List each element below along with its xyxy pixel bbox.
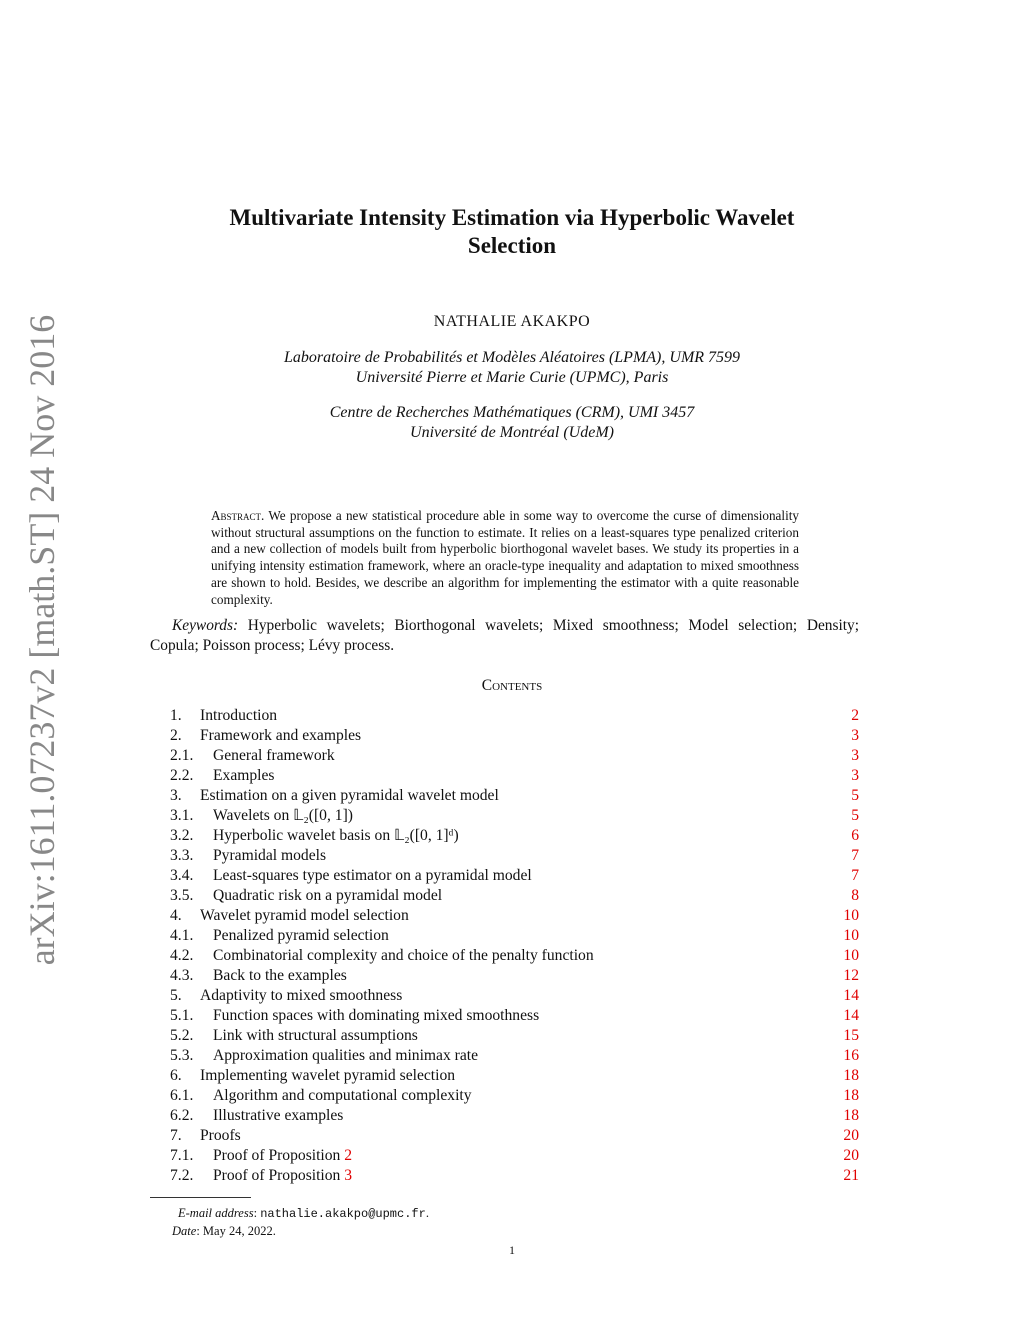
toc-entry[interactable]	[170, 1066, 859, 1086]
toc-title[interactable]	[213, 746, 335, 766]
toc-page-link[interactable]: 16	[843, 1047, 859, 1064]
toc-title[interactable]	[200, 1126, 241, 1146]
toc-title-text: Least-squares type estimator on a pyramidal model	[213, 867, 532, 884]
table-of-contents	[170, 706, 859, 1186]
toc-page-link[interactable]: 18	[843, 1087, 859, 1104]
toc-page-link[interactable]: 10	[843, 947, 859, 964]
toc-number: 3.1.	[170, 807, 194, 824]
toc-title[interactable]	[213, 1166, 352, 1186]
affiliation-2	[0, 403, 1024, 443]
toc-title[interactable]	[213, 946, 594, 966]
arxiv-stamp: arXiv:1611.07237v2 [math.ST] 24 Nov 2016	[22, 314, 62, 966]
toc-title-text: Examples	[213, 767, 275, 784]
toc-title[interactable]	[213, 966, 347, 986]
toc-entry[interactable]	[170, 1086, 859, 1106]
toc-title[interactable]	[213, 1086, 472, 1106]
contents-heading: Contents	[481, 677, 543, 694]
toc-ref-link[interactable]: 3	[344, 1167, 353, 1184]
toc-page-link[interactable]: 2	[851, 707, 859, 724]
toc-page-link[interactable]: 18	[843, 1067, 859, 1084]
toc-title-text: Proof of Proposition	[213, 1167, 341, 1184]
keywords-label: Keywords:	[172, 617, 239, 634]
toc-entry[interactable]	[170, 846, 859, 866]
toc-page-link[interactable]: 18	[843, 1107, 859, 1124]
toc-entry[interactable]	[170, 826, 859, 846]
toc-title-text: Link with structural assumptions	[213, 1027, 418, 1044]
toc-number: 5.2.	[170, 1027, 194, 1044]
toc-title-text: Wavelet pyramid model selection	[200, 907, 409, 924]
footnote-rule	[150, 1197, 251, 1198]
toc-entry[interactable]	[170, 906, 859, 926]
toc-page-link[interactable]: 3	[851, 767, 859, 784]
toc-number: 4.	[170, 907, 182, 924]
toc-entry[interactable]	[170, 1006, 859, 1026]
toc-title-text: Adaptivity to mixed smoothness	[200, 987, 403, 1004]
toc-page-link[interactable]: 21	[843, 1167, 859, 1184]
footnote: E-mail address: nathalie.akakpo@upmc.fr. Date: May 24, 2022.	[172, 1206, 429, 1238]
toc-entry[interactable]	[170, 946, 859, 966]
toc-title[interactable]	[200, 906, 409, 926]
toc-title[interactable]	[200, 786, 499, 806]
toc-number: 6.2.	[170, 1107, 194, 1124]
toc-number: 6.	[170, 1067, 182, 1084]
toc-title[interactable]	[213, 1026, 418, 1046]
toc-title-text: Proof of Proposition	[213, 1147, 341, 1164]
toc-number: 5.1.	[170, 1007, 194, 1024]
toc-page-link[interactable]: 10	[843, 927, 859, 944]
toc-entry[interactable]	[170, 1126, 859, 1146]
toc-title-text: Penalized pyramid selection	[213, 927, 389, 944]
date-label: Date	[172, 1224, 197, 1238]
affiliation-line: Centre de Recherches Mathématiques (CRM), UMI 3457	[329, 404, 695, 421]
toc-title-text: Function spaces with dominating mixed smoothness	[213, 1007, 540, 1024]
toc-title[interactable]	[213, 846, 326, 866]
toc-number: 4.1.	[170, 927, 194, 944]
toc-page-link[interactable]: 7	[851, 867, 859, 884]
toc-page-link[interactable]: 5	[851, 787, 859, 804]
toc-entry[interactable]	[170, 1166, 859, 1186]
toc-entry[interactable]	[170, 1046, 859, 1066]
toc-entry[interactable]	[170, 1106, 859, 1126]
toc-number: 1.	[170, 707, 182, 724]
toc-ref-link[interactable]: 2	[344, 1147, 353, 1164]
toc-title[interactable]	[213, 766, 275, 786]
toc-title-text: Wavelets on 𝕃₂([0, 1])	[213, 807, 353, 824]
toc-entry[interactable]	[170, 806, 859, 826]
toc-page-link[interactable]: 20	[843, 1147, 859, 1164]
toc-page-link[interactable]: 6	[851, 827, 859, 844]
toc-entry[interactable]	[170, 1026, 859, 1046]
toc-page-link[interactable]: 12	[843, 967, 859, 984]
toc-number: 3.2.	[170, 827, 194, 844]
toc-title-text: General framework	[213, 747, 335, 764]
toc-entry[interactable]	[170, 926, 859, 946]
toc-number: 3.4.	[170, 867, 194, 884]
toc-page-link[interactable]: 7	[851, 847, 859, 864]
toc-title-text: Algorithm and computational complexity	[213, 1087, 472, 1104]
toc-title-text: Illustrative examples	[213, 1107, 344, 1124]
toc-page-link[interactable]: 14	[843, 987, 859, 1004]
affiliation-1	[0, 348, 1024, 388]
toc-title-text: Framework and examples	[200, 727, 362, 744]
toc-number: 5.	[170, 987, 182, 1004]
toc-number: 7.2.	[170, 1167, 194, 1184]
affiliation-line: Laboratoire de Probabilités et Modèles Aléatoires (LPMA), UMR 7599	[283, 349, 741, 366]
toc-title-text: Approximation qualities and minimax rate	[213, 1047, 479, 1064]
toc-entry[interactable]	[170, 766, 859, 786]
toc-page-link[interactable]: 3	[851, 727, 859, 744]
toc-number: 2.2.	[170, 767, 194, 784]
toc-title[interactable]	[213, 1106, 343, 1126]
toc-title[interactable]	[200, 986, 402, 1006]
toc-title-text: Quadratic risk on a pyramidal model	[213, 887, 443, 904]
toc-title[interactable]	[213, 866, 532, 886]
toc-page-link[interactable]: 20	[843, 1127, 859, 1144]
toc-title-text: Combinatorial complexity and choice of the penalty function	[213, 947, 594, 964]
toc-entry[interactable]	[170, 786, 859, 806]
toc-number: 4.2.	[170, 947, 194, 964]
toc-page-link[interactable]: 5	[851, 807, 859, 824]
title-line: Multivariate Intensity Estimation via Hyperbolic Wavelet	[229, 205, 795, 230]
toc-entry[interactable]	[170, 866, 859, 886]
toc-entry[interactable]	[170, 886, 859, 906]
toc-number: 2.1.	[170, 747, 194, 764]
toc-title-text: Estimation on a given pyramidal wavelet model	[200, 787, 499, 804]
toc-title[interactable]	[200, 706, 277, 726]
toc-number: 2.	[170, 727, 182, 744]
toc-title[interactable]	[213, 1046, 478, 1066]
toc-title-text: Back to the examples	[213, 967, 347, 984]
title-line: Selection	[467, 233, 557, 258]
toc-title[interactable]	[200, 726, 361, 746]
toc-page-link[interactable]: 14	[843, 1007, 859, 1024]
toc-page-link[interactable]: 15	[843, 1027, 859, 1044]
toc-title-text: Pyramidal models	[213, 847, 327, 864]
toc-entry[interactable]	[170, 706, 859, 726]
abstract	[211, 508, 799, 608]
paper-title	[0, 204, 1024, 260]
toc-title-text: Implementing wavelet pyramid selection	[200, 1067, 456, 1084]
abstract-text: We propose a new statistical procedure able in some way to overcome the curse of dimensionality without structural assumptions on the function to estimate. It relies on a least-squares type penalized criterion and a new collection of models built from hyperbolic biorthogonal wavelet bases. We study its properties in a unifying intensity estimation framework, where an oracle-type inequality and adaptation to mixed smoothness are shown to hold. Besides, we describe an algorithm for implementing the estimator with a quite reasonable complexity.	[211, 508, 799, 607]
toc-title-text: Proofs	[200, 1127, 241, 1144]
toc-title[interactable]	[213, 1006, 539, 1026]
toc-entry[interactable]	[170, 726, 859, 746]
keywords	[150, 616, 859, 656]
toc-title-text: Introduction	[200, 707, 278, 724]
toc-number: 3.	[170, 787, 182, 804]
keywords-text: Hyperbolic wavelets; Biorthogonal wavelets; Mixed smoothness; Model selection; Density; Copula; Poisson process; Lévy process.	[150, 617, 859, 654]
toc-number: 4.3.	[170, 967, 194, 984]
toc-title[interactable]	[213, 826, 459, 846]
toc-page-link[interactable]: 10	[843, 907, 859, 924]
toc-title[interactable]	[213, 806, 353, 826]
toc-page-link[interactable]: 8	[851, 887, 859, 904]
affiliation-line: Université Pierre et Marie Curie (UPMC), Paris	[355, 369, 669, 386]
toc-entry[interactable]	[170, 986, 859, 1006]
author: NATHALIE AKAKPO	[433, 313, 591, 330]
toc-entry[interactable]	[170, 966, 859, 986]
toc-title[interactable]	[213, 1146, 352, 1166]
toc-number: 7.1.	[170, 1147, 194, 1164]
toc-number: 7.	[170, 1127, 182, 1144]
toc-title-text: Hyperbolic wavelet basis on 𝕃₂([0, 1]ᵈ)	[213, 827, 459, 844]
toc-entry[interactable]	[170, 1146, 859, 1166]
date-value: May 24, 2022.	[202, 1224, 276, 1238]
toc-entry[interactable]	[170, 746, 859, 766]
email-label: E-mail address	[178, 1206, 254, 1220]
abstract-label: Abstract.	[211, 508, 265, 523]
page-number: 1	[509, 1243, 515, 1257]
toc-title[interactable]	[200, 1066, 455, 1086]
toc-title[interactable]	[213, 926, 389, 946]
toc-number: 3.3.	[170, 847, 194, 864]
toc-page-link[interactable]: 3	[851, 747, 859, 764]
affiliation-line: Université de Montréal (UdeM)	[410, 424, 614, 441]
toc-title[interactable]	[213, 886, 442, 906]
toc-number: 6.1.	[170, 1087, 194, 1104]
email-link[interactable]: nathalie.akakpo@upmc.fr	[260, 1207, 426, 1221]
toc-number: 5.3.	[170, 1047, 194, 1064]
toc-number: 3.5.	[170, 887, 194, 904]
